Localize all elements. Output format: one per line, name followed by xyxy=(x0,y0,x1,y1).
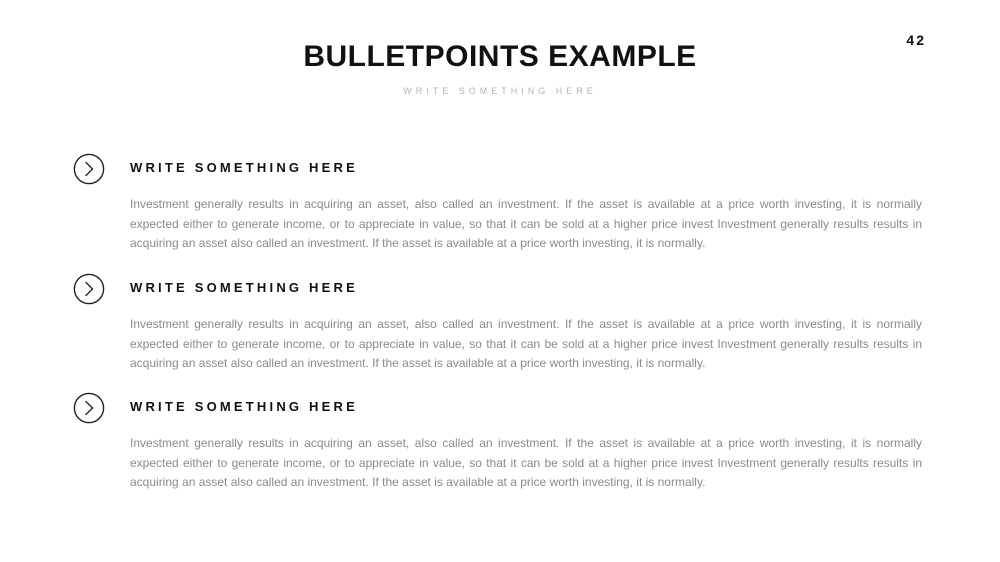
bullet-heading: WRITE SOMETHING HERE xyxy=(130,280,358,295)
chevron-right-circle-icon xyxy=(73,273,105,305)
page-number: 42 xyxy=(906,32,926,48)
bullet-body: Investment generally results in acquiring an asset, also called an investment. If the asset is available at a price worth investing, it is normally expected either to generate income, or to appreciate in value, so that it can be sold at a higher price invest Investment generally results results in acquiring an asset also called an investment. If the asset is available at a price worth investing, it is normally. xyxy=(130,317,922,370)
chevron-right-circle-icon xyxy=(73,392,105,424)
chevron-right-circle-icon xyxy=(73,153,105,185)
bullet-body: Investment generally results in acquiring an asset, also called an investment. If the asset is available at a price worth investing, it is normally expected either to generate income, or to appreciate in value, so that it can be sold at a higher price invest Investment generally results results in acquiring an asset also called an investment. If the asset is available at a price worth investing, it is normally. xyxy=(130,197,922,250)
page-title: BULLETPOINTS EXAMPLE xyxy=(303,40,697,73)
bullet-body: Investment generally results in acquiring an asset, also called an investment. If the asset is available at a price worth investing, it is normally expected either to generate income, or to appreciate in value, so that it can be sold at a higher price invest Investment generally results results in acquiring an asset also called an investment. If the asset is available at a price worth investing, it is normally. xyxy=(130,436,922,489)
bullet-heading: WRITE SOMETHING HERE xyxy=(130,399,358,414)
bullet-heading: WRITE SOMETHING HERE xyxy=(130,160,358,175)
page-subtitle: WRITE SOMETHING HERE xyxy=(403,86,597,96)
